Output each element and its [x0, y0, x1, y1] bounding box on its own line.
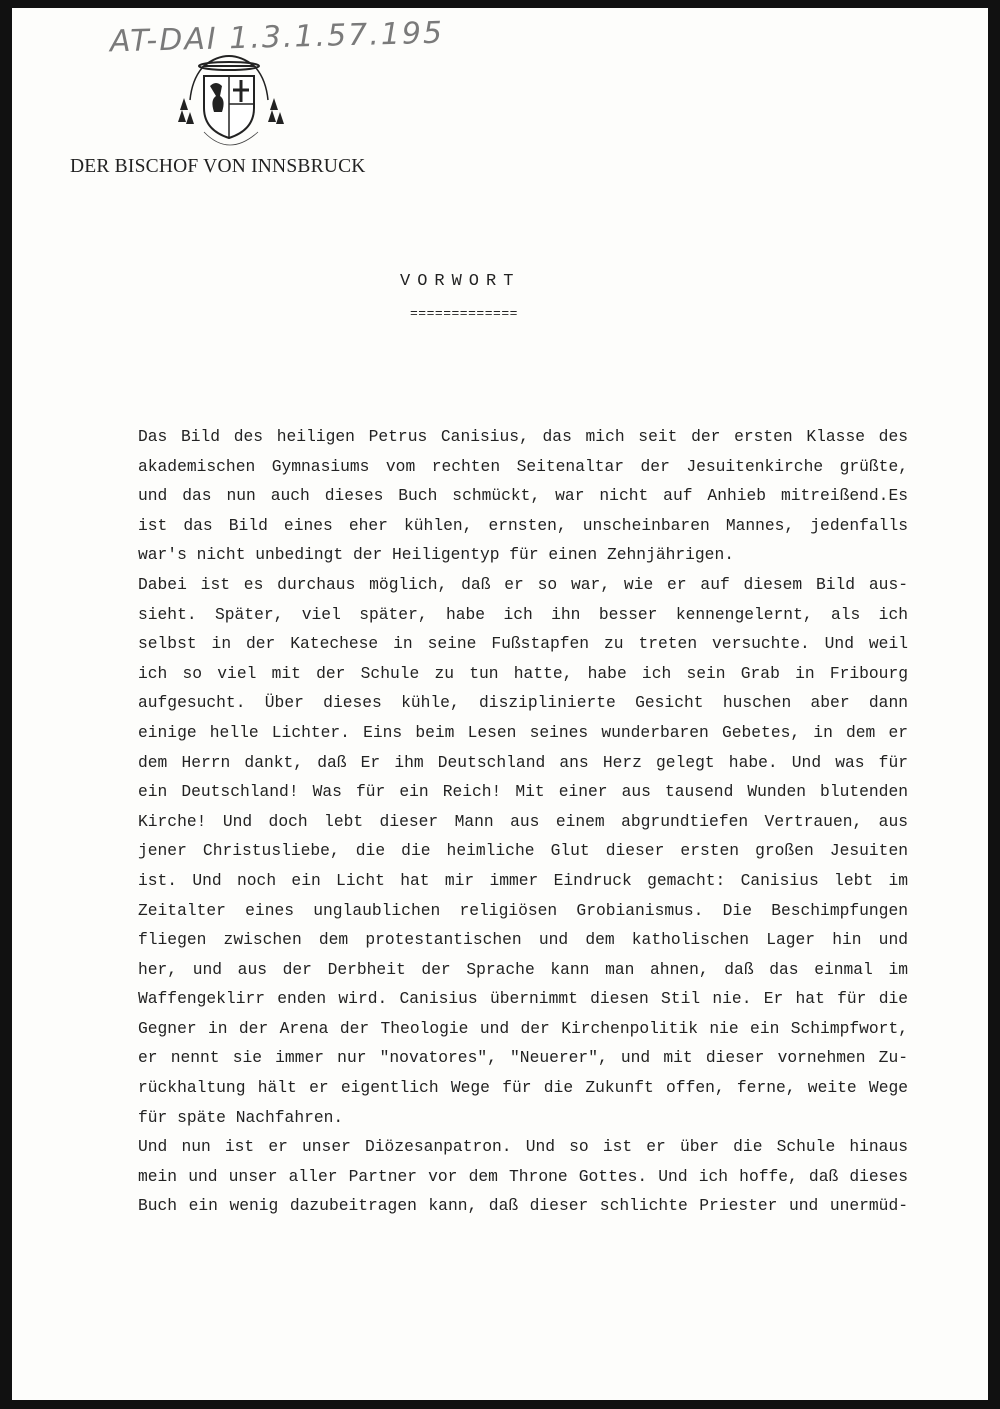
body-line: war's nicht unbedingt der Heiligentyp für einen Zehnjährigen. — [138, 545, 734, 565]
document-page — [12, 8, 988, 1400]
page-title: VORWORT — [400, 272, 521, 291]
body-line: für späte Nachfahren. — [138, 1107, 344, 1127]
body-line: Dabei ist es durchaus möglich, daß er so war, wie er auf diesem Bild aus- — [138, 574, 908, 594]
body-line: Waffengeklirr enden wird. Canisius übernimmt diesen Stil nie. Er hat für die — [138, 989, 908, 1009]
episcopal-coat-of-arms-icon — [174, 40, 284, 160]
archive-reference: AT-DAI 1.3.1.57.195 — [109, 15, 445, 60]
body-line: und das nun auch dieses Buch schmückt, war nicht auf Anhieb mitreißend.Es — [138, 486, 908, 506]
body-line: er nennt sie immer nur "novatores", "Neuerer", und mit dieser vornehmen Zu- — [138, 1048, 908, 1068]
body-line: fliegen zwischen dem protestantischen und dem katholischen Lager hin und — [138, 930, 908, 950]
letterhead-sender: DER BISCHOF VON INNSBRUCK — [70, 156, 366, 177]
body-line: rückhaltung hält er eigentlich Wege für die Zukunft offen, ferne, weite Wege — [138, 1078, 908, 1098]
body-line: akademischen Gymnasiums vom rechten Seitenaltar der Jesuitenkirche grüßte, — [138, 456, 908, 476]
body-line: her, und aus der Derbheit der Sprache kann man ahnen, daß das einmal im — [138, 959, 908, 979]
body-line: ich so viel mit der Schule zu tun hatte, habe ich sein Grab in Fribourg — [138, 663, 908, 683]
body-line: Kirche! Und doch lebt dieser Mann aus einem abgrundtiefen Vertrauen, aus — [138, 811, 908, 831]
body-line: Gegner in der Arena der Theologie und der Kirchenpolitik nie ein Schimpfwort, — [138, 1018, 908, 1038]
body-line: ist. Und noch ein Licht hat mir immer Eindruck gemacht: Canisius lebt im — [138, 870, 908, 890]
title-underline: ============= — [410, 306, 518, 321]
body-line: Zeitalter eines unglaublichen religiösen Grobianismus. Die Beschimpfungen — [138, 900, 908, 920]
body-line: Buch ein wenig dazubeitragen kann, daß dieser schlichte Priester und unermüd- — [138, 1196, 908, 1216]
body-line: ist das Bild eines eher kühlen, ernsten, unscheinbaren Mannes, jedenfalls — [138, 515, 908, 535]
body-line: selbst in der Katechese in seine Fußstapfen zu treten versuchte. Und weil — [138, 634, 908, 654]
body-line: Und nun ist er unser Diözesanpatron. Und so ist er über die Schule hinaus — [138, 1137, 908, 1157]
body-line: einige helle Lichter. Eins beim Lesen seines wunderbaren Gebetes, in dem er — [138, 722, 908, 742]
body-text — [138, 422, 908, 1221]
body-line: aufgesucht. Über dieses kühle, disziplinierte Gesicht huschen aber dann — [138, 693, 908, 713]
body-line: ein Deutschland! Was für ein Reich! Mit einer aus tausend Wunden blutenden — [138, 782, 908, 802]
body-line: Das Bild des heiligen Petrus Canisius, das mich seit der ersten Klasse des — [138, 427, 908, 446]
body-line: mein und unser aller Partner vor dem Throne Gottes. Und ich hoffe, daß dieses — [138, 1166, 908, 1186]
body-line: jener Christusliebe, die die heimliche Glut dieser ersten großen Jesuiten — [138, 841, 908, 861]
body-line: dem Herrn dankt, daß Er ihm Deutschland ans Herz gelegt habe. Und was für — [138, 752, 908, 772]
body-line: sieht. Später, viel später, habe ich ihn besser kennengelernt, als ich — [138, 604, 908, 624]
